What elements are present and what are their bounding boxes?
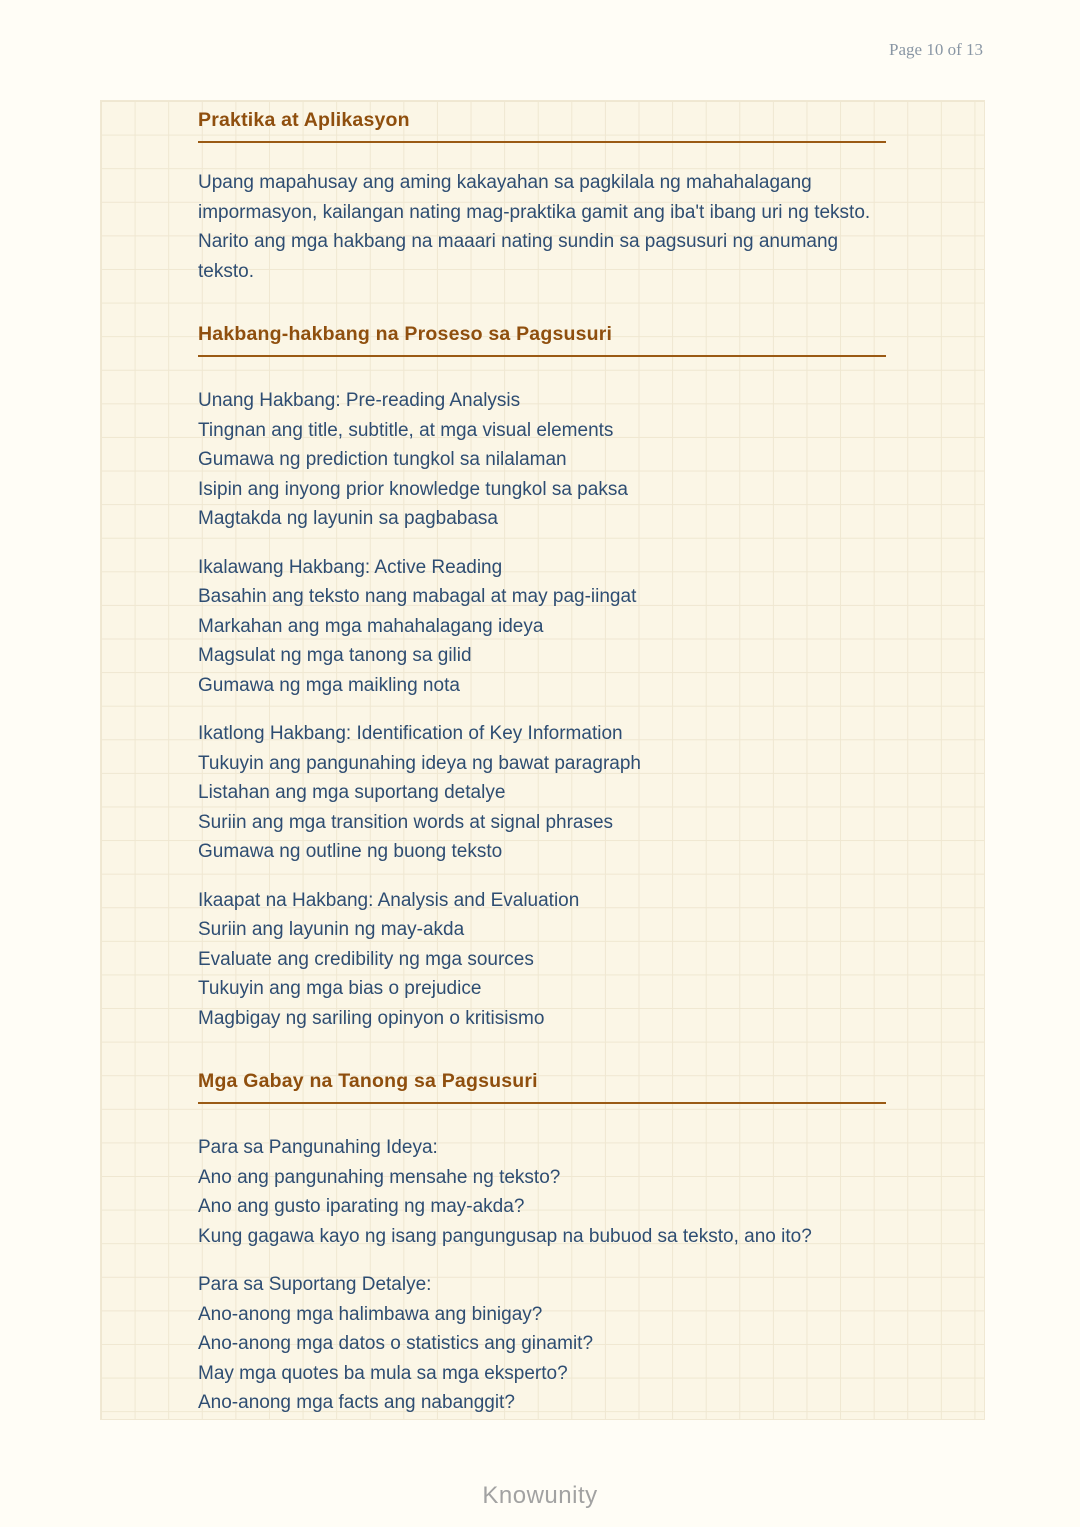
text-line: Gumawa ng outline ng buong teksto [198, 841, 503, 862]
text-line: Magsulat ng mga tanong sa gilid [198, 645, 472, 666]
notebook-grid-sheet [100, 100, 985, 1420]
text-line: Ikatlong Hakbang: Identification of Key Information [198, 723, 623, 744]
heading-divider [198, 141, 886, 143]
text-line: Tukuyin ang pangunahing ideya ng bawat paragraph [198, 752, 641, 774]
text-line: Tukuyin ang mga bias o prejudice [198, 978, 482, 999]
text-line: Ano ang pangunahing mensahe ng teksto? [198, 1166, 561, 1188]
section-heading-gabay: Mga Gabay na Tanong sa Pagsusuri [198, 1070, 538, 1092]
intro-paragraph: Upang mapahusay ang aming kakayahan sa pagkilala ng mahahalagang impormasyon, kailangan nating mag-praktika gamit ang iba't ibang uri ng teksto. Narito ang mga hakbang na maaari nating sundin sa pagsusuri ng anumang teksto. [198, 172, 871, 282]
text-line: Ikaapat na Hakbang: Analysis and Evaluation [198, 889, 580, 911]
text-line: Isipin ang inyong prior knowledge tungkol sa paksa [198, 478, 628, 500]
text-line: Ano-anong mga datos o statistics ang ginamit? [198, 1333, 594, 1354]
question-group-2 [198, 1270, 884, 1418]
text-line: Para sa Pangunahing Ideya: [198, 1137, 438, 1158]
text-line: Para sa Suportang Detalye: [198, 1274, 432, 1295]
text-line: Markahan ang mga mahahalagang ideya [198, 615, 544, 637]
text-line: Gumawa ng mga maikling nota [198, 674, 460, 696]
section-heading-hakbang: Hakbang-hakbang na Proseso sa Pagsusuri [198, 323, 613, 345]
footer-brand: Knowunity [482, 1482, 598, 1509]
text-line: Unang Hakbang: Pre-reading Analysis [198, 390, 521, 411]
text-line: Gumawa ng prediction tungkol sa nilalaman [198, 449, 567, 470]
text-line: Ano-anong mga halimbawa ang binigay? [198, 1303, 543, 1325]
text-line: Kung gagawa kayo ng isang pangungusap na bubuod sa teksto, ano ito? [198, 1225, 812, 1247]
text-line: Magtakda ng layunin sa pagbabasa [198, 508, 499, 529]
text-line: Ikalawang Hakbang: Active Reading [198, 556, 503, 578]
step-block-2 [198, 553, 884, 701]
text-line: Magbigay ng sariling opinyon o kritisismo [198, 1007, 545, 1029]
page-number-indicator: Page 10 of 13 [889, 40, 983, 59]
step-block-4 [198, 886, 884, 1034]
text-line: Suriin ang mga transition words at signal phrases [198, 811, 614, 833]
question-group-1 [198, 1133, 884, 1251]
text-line: Suriin ang layunin ng may-akda [198, 919, 465, 940]
section-heading-praktika: Praktika at Aplikasyon [198, 109, 410, 131]
step-block-1 [198, 386, 884, 534]
text-line: Ano-anong mga facts ang nabanggit? [198, 1392, 515, 1413]
text-line: Ano ang gusto iparating ng may-akda? [198, 1196, 525, 1217]
text-line: Evaluate ang credibility ng mga sources [198, 948, 534, 970]
text-line: May mga quotes ba mula sa mga eksperto? [198, 1362, 568, 1384]
step-block-3 [198, 719, 884, 867]
text-line: Tingnan ang title, subtitle, at mga visual elements [198, 419, 614, 441]
text-line: Listahan ang mga suportang detalye [198, 782, 506, 803]
heading-divider [198, 355, 886, 357]
heading-divider [198, 1102, 886, 1104]
text-line: Basahin ang teksto nang mabagal at may pag-iingat [198, 586, 637, 607]
